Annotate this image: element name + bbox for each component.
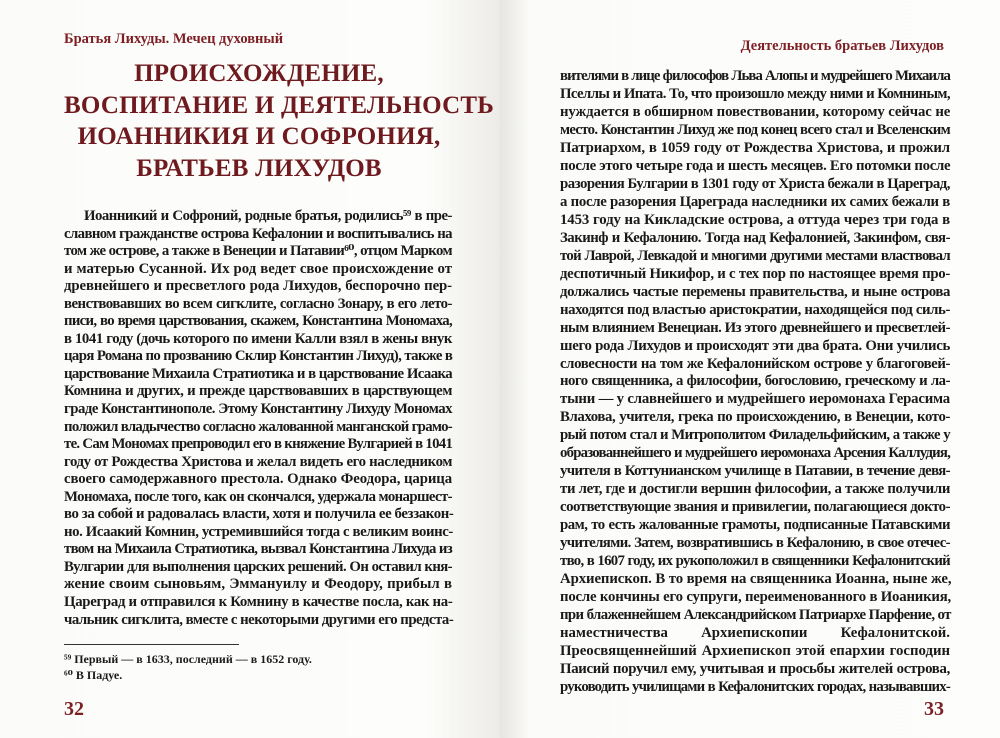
text-line: Комнина и других, и прежде царствовавших в царствующем xyxy=(64,383,452,400)
text-line: Патриархом, в 1059 году от Рождества Христова, и прожил xyxy=(560,139,950,156)
text-line: словесности на том же Кефалонийском острове у благоговей- xyxy=(560,355,950,372)
text-line: во за собой и радовалась власти, хотя и получила ее беззакон- xyxy=(64,506,454,523)
text-line: но. Исаакий Комнин, устремившийся тогда с великим воинс- xyxy=(64,523,453,540)
text-line: находятся под властью аристократии, находящейся под силь- xyxy=(560,301,950,318)
text-line: царствование Михаила Стратиотика и в царствование Исаака xyxy=(64,365,452,382)
text-line: ным влиянием Венециан. Из этого древнейшего и пресветлей- xyxy=(560,319,950,336)
text-line: венствовавших во всем сигклите, согласно Зонару, в его лето- xyxy=(64,295,452,312)
text-line: а после разорения Цареграда наследники их самих бежали в xyxy=(560,193,950,210)
text-line: разорения Булгарии в 1301 году от Христа бежали в Цареград, xyxy=(560,175,950,192)
text-line: царя Романа по прозванию Склир Константин Лихуд), также в xyxy=(64,348,453,365)
text-line: Пселлы и Ипата. То, что произошло между ними и Комниным, xyxy=(560,85,950,102)
text-line: Преосвященнейший Архиепископ этой епархии господин xyxy=(560,643,950,659)
footnote-60: ⁶⁰ В Падуе. xyxy=(64,668,123,682)
text-line: место. Константин Лихуд же под конец всего стал и Вселенским xyxy=(560,121,950,138)
text-line: Мономаха, после того, как он скончался, удержала монаршест- xyxy=(64,488,452,505)
title-line: ИОАННИКИЯ И СОФРОНИЯ, xyxy=(77,123,441,150)
text-line: учителя в Коттунианском училище в Патавии, в течение девя- xyxy=(560,463,950,480)
text-line: вителями в лице философов Льва Алопы и мудрейшего Михаила xyxy=(560,68,950,84)
text-line: Вулгарии для выполнения царских решений. Он оставил кня- xyxy=(64,558,452,575)
footnote-59: ⁵⁹ Первый — в 1633, последний — в 1652 году. xyxy=(64,652,312,666)
text-line: в 1041 году (дочь которого по имени Калли взял в жены внук xyxy=(64,330,452,347)
text-line: должались частые перемены правительства, и ныне острова xyxy=(560,283,950,300)
text-line: жение своим сыновьям, Эммануилу и Феодору, прибыл в xyxy=(64,576,452,593)
text-line: соответствующие звания и привилегии, полагающиеся докто- xyxy=(560,499,950,516)
text-line: той Лаврой, Левкадой и многими другими местами властвовал xyxy=(560,247,950,264)
text-line: чальник сигклита, вместе с некоторыми другими его предста- xyxy=(64,611,454,628)
text-line: шего рода Лихудов и происходят эти два брата. Они учились xyxy=(560,337,950,354)
title-line: БРАТЬЕВ ЛИХУДОВ xyxy=(136,154,382,182)
text-line: рый потом стал и Митрополитом Филадельфийским, а также у xyxy=(560,427,950,444)
title-line: ВОСПИТАНИЕ И ДЕЯТЕЛЬНОСТЬ xyxy=(64,91,494,119)
text-line: году от Рождества Христова и желал видеть его наследником xyxy=(64,453,452,470)
text-line: Архиепископ. В то время на священника Иоанна, ныне же, xyxy=(560,571,952,588)
text-line: 1453 году на Кикладские острова, а оттуда через три года в xyxy=(560,211,950,228)
text-line: ти лет, где и достигли вершин философии, а также получили xyxy=(560,481,951,498)
text-line: те. Сам Мономах препроводил его в княжение Вулгарией в 1041 xyxy=(64,436,453,453)
text-line: деспотичный Никифор, и с тех пор по настоящее время про- xyxy=(560,265,950,282)
text-line: древнейшего и пресветлого рода Лихудов, беспорочно пер- xyxy=(64,278,452,295)
text-line: и матерью Сусанной. Их род ведет свое происхождение от xyxy=(64,260,452,277)
page-number-left: 32 xyxy=(64,698,84,720)
text-line: после этого четыре года и шесть месяцев. Его потомки после xyxy=(560,157,951,174)
text-line: том же острове, а также в Венеции и Патавии⁶⁰, отцом Марком xyxy=(64,243,452,260)
text-line: учителями. Затем, возвратившись в Кефалонию, в свое отечес- xyxy=(560,535,950,552)
text-line: Цареград и отправился к Комнину в качестве посла, как на- xyxy=(64,594,453,611)
text-line: ного священника, а философии, богословию, греческому и ла- xyxy=(560,373,950,390)
text-line: Закинф и Кефалонию. Тогда над Кефалонией, Закинфом, свя- xyxy=(560,229,950,246)
text-line: руководить училищами в Кефалонитских городах, называвших- xyxy=(560,678,950,695)
text-line: тво, в 1607 году, их рукоположил в священники Кефалонитский xyxy=(560,553,950,570)
text-line: славном гражданстве острова Кефалонии и воспитывались на xyxy=(64,225,452,242)
page-number-right: 33 xyxy=(924,698,944,720)
title-line: ПРОИСХОЖДЕНИЕ, xyxy=(134,60,384,87)
right-page xyxy=(500,0,1000,738)
chapter-title xyxy=(64,58,494,184)
running-head-right: Деятельность братьев Лихудов xyxy=(740,38,944,54)
body-text-left xyxy=(64,208,452,629)
running-head-left: Братья Лихуды. Мечец духовный xyxy=(64,31,284,47)
text-line: образованнейшего и мудрейшего иеромонаха Арсения Каллудия, xyxy=(560,445,950,462)
text-line: Иоанникий и Софроний, родные братья, родились⁵⁹ в пре- xyxy=(84,208,452,224)
text-line: писи, во время царствования, скажем, Константина Мономаха, xyxy=(64,313,452,330)
text-line: рам, то есть жалованные грамоты, подписанные Патавскими xyxy=(560,517,950,534)
text-line: Паисий поручил ему, учитывая и просьбы жителей острова, xyxy=(560,660,950,677)
text-line: наместничества Архиепископии Кефалонитской. xyxy=(560,625,950,642)
text-line: своего самодержавного престола. Однако Феодора, царица xyxy=(64,471,452,488)
text-line: после кончины его супруги, переименованного в Иоаникия, xyxy=(560,589,952,606)
text-line: нуждается в обширном повествовании, которому сейчас не xyxy=(560,103,951,120)
text-line: при блаженнейшем Александрийском Патриархе Парфение, от xyxy=(560,607,951,624)
body-text-right xyxy=(560,68,950,697)
text-line: Влахова, учителя, грека по происхождению, в Венеции, кото- xyxy=(560,409,950,426)
text-line: твом на Михаила Стратиотика, вызвал Константина Лихуда из xyxy=(64,541,452,558)
text-line: положил владычество согласно жалованной манганской грамо- xyxy=(64,418,452,435)
text-line: граде Константинополе. Этому Константину Лихуду Мономах xyxy=(64,401,452,418)
footnote-divider xyxy=(64,644,239,645)
text-line: тыни — у славнейшего и мудрейшего иеромонаха Герасима xyxy=(560,391,950,408)
